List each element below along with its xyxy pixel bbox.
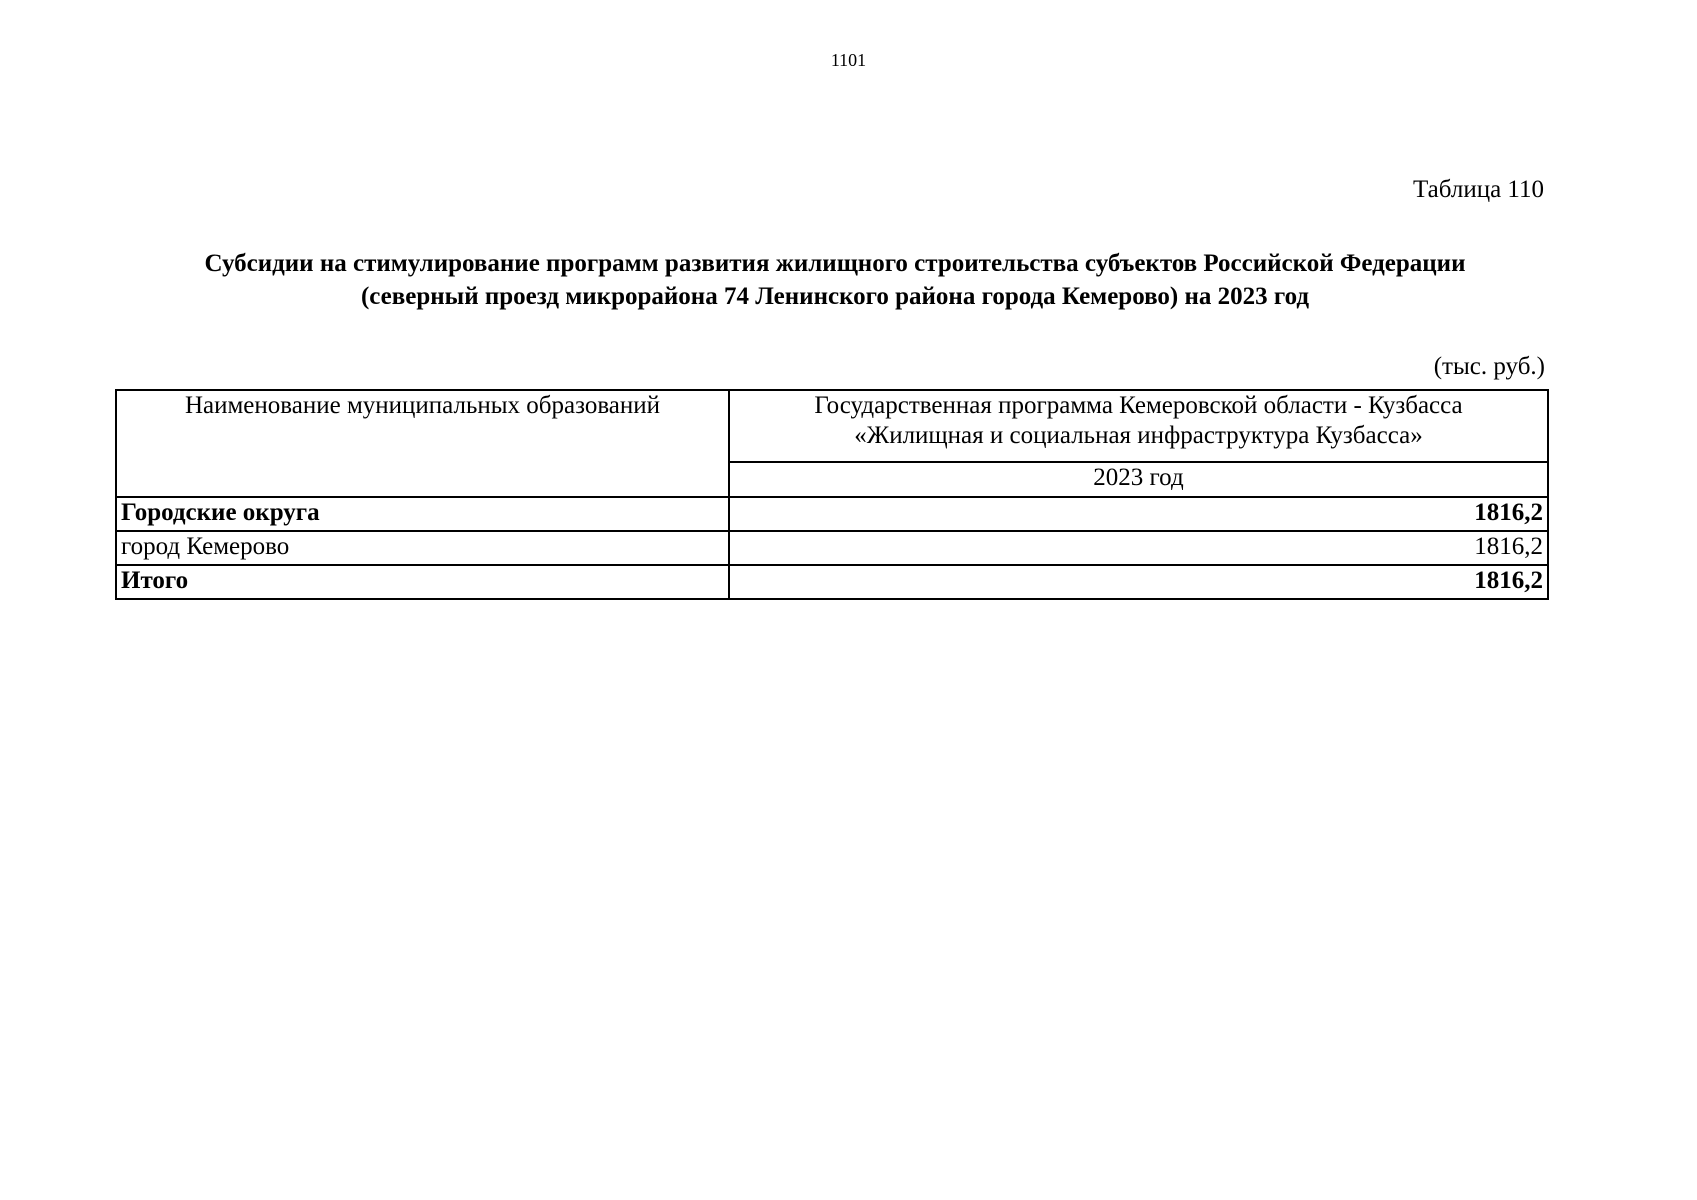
row-value: 1816,2 <box>729 497 1548 531</box>
table-row <box>116 497 1548 531</box>
header-year: 2023 год <box>729 462 1548 497</box>
row-name: Итого <box>116 565 729 599</box>
document-title-line-1: Субсидии на стимулирование программ развития жилищного строительства субъектов Российской Федерации <box>204 250 1466 277</box>
header-program-line-2: «Жилищная и социальная инфраструктура Кузбасса» <box>854 422 1423 449</box>
table-caption: Таблица 110 <box>1413 176 1544 203</box>
table-row <box>116 531 1548 565</box>
document-title-line-2: (северный проезд микрорайона 74 Ленинского района города Кемерово) на 2023 год <box>360 283 1310 310</box>
row-name: город Кемерово <box>116 531 729 565</box>
units-label: (тыс. руб.) <box>1433 353 1545 380</box>
page-number: 1101 <box>830 50 867 70</box>
table-header-row <box>116 390 1548 462</box>
header-municipalities: Наименование муниципальных образований <box>116 390 729 497</box>
row-name: Городские округа <box>116 497 729 531</box>
header-program-line-1: Государственная программа Кемеровской области - Кузбасса <box>814 392 1463 419</box>
subsidies-table <box>115 389 1549 600</box>
row-value: 1816,2 <box>729 531 1548 565</box>
document-title <box>115 247 1555 313</box>
header-program <box>729 390 1548 462</box>
table-row-total <box>116 565 1548 599</box>
row-value: 1816,2 <box>729 565 1548 599</box>
